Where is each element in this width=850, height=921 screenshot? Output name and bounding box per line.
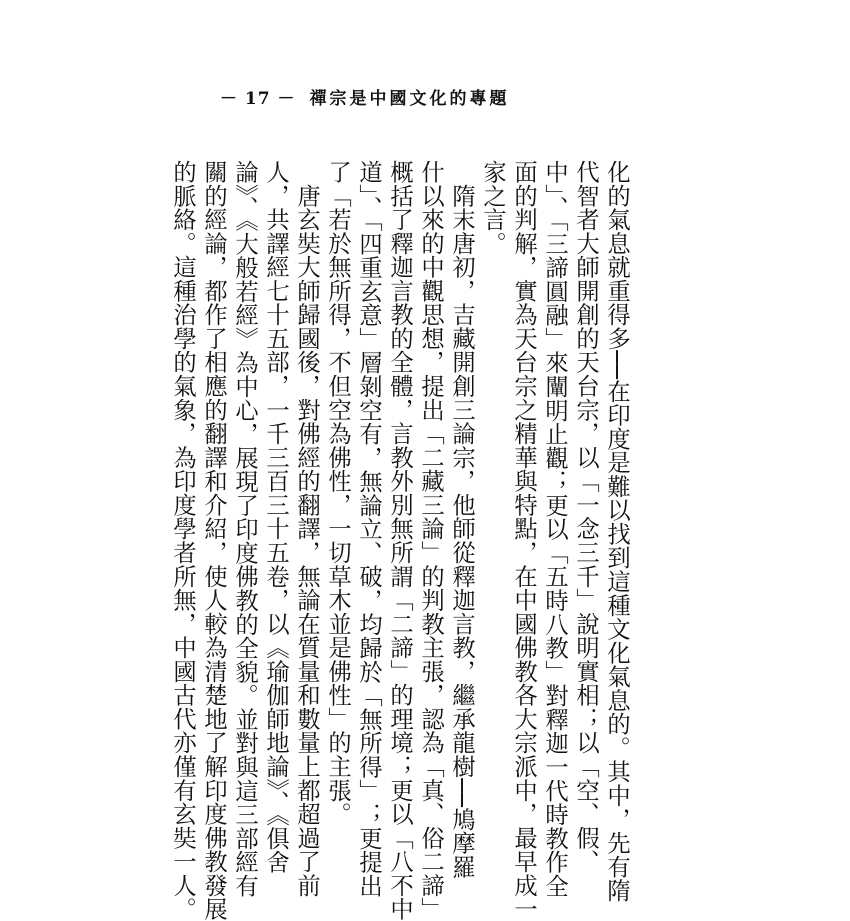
page-header bbox=[220, 86, 510, 112]
text-column: 人，共譯經七十五部，一千三百三十五卷，以《瑜伽師地論》、《俱舍 bbox=[262, 160, 289, 874]
text-column: 隋末唐初，吉藏開創三論宗，他師從釋迦言教，繼承龍樹──鳩摩羅 bbox=[448, 160, 475, 879]
text-column: 關的經論，都作了相應的翻譯和介紹，使人較為清楚地了解印度佛教發展 bbox=[200, 160, 227, 921]
text-column: 了「若於無所得，不但空為佛性，一切草木並是佛性」的主張。 bbox=[324, 160, 351, 826]
text-column: 家之言。 bbox=[479, 160, 506, 256]
text-column: 面的判解，實為天台宗之精華與特點，在中國佛教各大宗派中，最早成一 bbox=[510, 160, 537, 921]
text-column: 唐玄奘大師歸國後，對佛經的翻譯，無論在質量和數量上都超過了前 bbox=[293, 160, 320, 898]
text-column: 中」、「三諦圓融」來闡明止觀；更以「五時八教」對釋迦一代時教作全 bbox=[541, 160, 568, 898]
text-column: 概括了釋迦言教的全體，言教外別無所謂「二諦」的理境；更以「八不中 bbox=[386, 160, 413, 921]
text-column: 什以來的中觀思想，提出「二藏三論」的判教主張，認為「真、俗二諦」 bbox=[417, 160, 444, 921]
running-title: 禪宗是中國文化的專題 bbox=[309, 89, 510, 109]
text-column: 的脈絡。這種治學的氣象，為印度學者所無，中國古代亦僅有玄奘一人。 bbox=[169, 160, 196, 921]
page-number: － 17 － bbox=[220, 89, 296, 109]
text-column: 代智者大師開創的天台宗，以「一念三千」說明實相；以「空、假、 bbox=[572, 160, 599, 874]
vertical-body-text bbox=[167, 160, 632, 921]
text-column: 化的氣息就重得多──在印度是難以找到這種文化氣息的。其中，先有隋 bbox=[603, 160, 630, 903]
text-column: 道」、「四重玄意」層剝空有，無論立、破，均歸於「無所得」；更提出 bbox=[355, 160, 382, 898]
text-column: 論》、《大般若經》為中心，展現了印度佛教的全貌。並對與這三部經有 bbox=[231, 160, 258, 898]
